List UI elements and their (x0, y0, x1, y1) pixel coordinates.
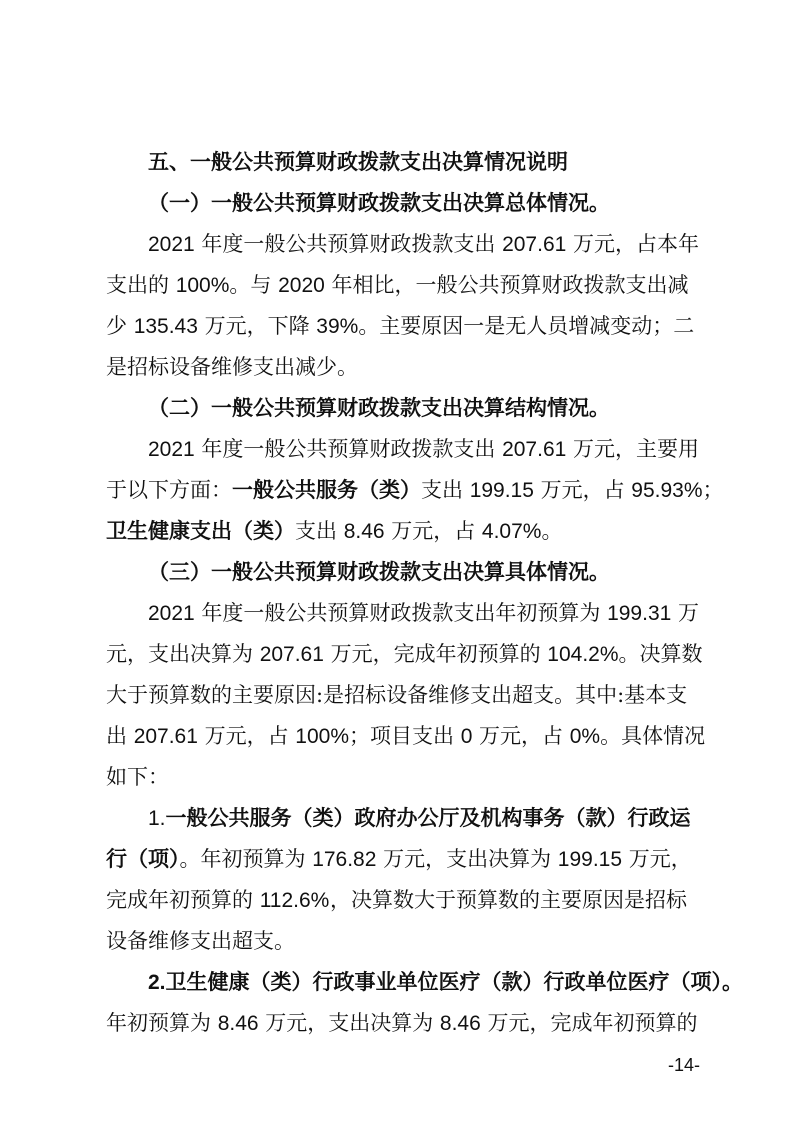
text-run (106, 1005, 481, 1042)
text-run: 万元，完成年初预算的 (323, 642, 548, 666)
text-run: 年初预算为 (106, 1011, 218, 1035)
percent-value: 0% (569, 725, 601, 748)
paragraph-2-line-1 (0, 431, 793, 468)
text-run: 万元，支出决算为 (376, 847, 558, 871)
paragraph-3-line-5 (0, 759, 793, 795)
paragraph-1-line-3 (0, 308, 793, 345)
amount-value: 207.61 (502, 438, 567, 461)
item-1-heading-end: 行（项） (106, 846, 180, 871)
text-run: 万元，占 (472, 724, 570, 748)
text-run: 万元，完成年初预算的 (480, 1011, 698, 1035)
amount-value: 199.31 (607, 602, 672, 625)
category-label: 卫生健康支出（类） (106, 518, 295, 543)
paragraph-1-line-4 (0, 349, 793, 385)
text-run: 。具体情况 (600, 724, 706, 748)
subsection-1-heading-text: （一）一般公共预算财政拨款支出决算总体情况。 (148, 190, 610, 215)
subsection-1-heading (0, 185, 793, 221)
text-run: 年度一般公共预算财政拨款支出 (194, 232, 503, 256)
text-run: 万元，占 (197, 724, 296, 748)
text-run: 年度一般公共预算财政拨款支出年初预算为 (194, 601, 608, 625)
text-run: 万元，占 (533, 478, 632, 502)
subsection-2-heading (0, 390, 793, 426)
text-run (106, 267, 325, 304)
text-run: 支出 (421, 478, 470, 502)
section-title (0, 144, 793, 180)
amount-value: 176.82 (312, 848, 377, 871)
amount-value: 207.61 (133, 725, 198, 748)
amount-value: 199.15 (469, 479, 534, 502)
text-run (106, 882, 329, 919)
item-number: 2. (148, 971, 166, 994)
item-2-line-2 (0, 1005, 793, 1042)
paragraph-3-line-2 (0, 636, 793, 673)
text-run: 万 (671, 601, 699, 625)
text-run: 万元， (622, 847, 692, 871)
year-value: 2020 (278, 274, 325, 297)
paragraph-1-line-2 (0, 267, 793, 304)
item-1-heading: 一般公共服务（类）政府办公厅及机构事务（款）行政运 (165, 805, 691, 830)
text-run: ； (702, 478, 724, 502)
text-run (106, 308, 358, 345)
item-1-line-4 (0, 923, 793, 959)
text-run: 元，支出决算为 (106, 642, 260, 666)
paragraph-1-line-1 (0, 226, 793, 263)
subsection-2-heading-text: （二）一般公共预算财政拨款支出决算结构情况。 (148, 395, 610, 420)
text-run (106, 841, 622, 878)
text-run: 大于预算数的主要原因:是招标设备维修支出超支。其中:基本支 (106, 683, 688, 707)
text-run: 。决算数 (618, 642, 703, 666)
page-number: -14- (667, 1055, 700, 1075)
text-run: 于以下方面： (106, 478, 232, 502)
text-run: 设备维修支出超支。 (106, 929, 295, 953)
percent-value: 100% (295, 725, 349, 748)
amount-value: 8.46 (439, 1012, 481, 1035)
amount-value: 0 (460, 725, 473, 748)
category-label: 一般公共服务（类） (232, 477, 421, 502)
item-2-line-1 (0, 964, 793, 1001)
text-run: 万元，下降 (197, 314, 317, 338)
text-run: 出 (106, 724, 134, 748)
text-run: 完成年初预算的 (106, 888, 260, 912)
text-run: 。主要原因一是无人员增减变动；二 (358, 314, 695, 338)
paragraph-2-line-3 (0, 513, 793, 550)
item-1-line-1 (0, 800, 793, 837)
subsection-3-heading (0, 554, 793, 590)
text-run (148, 964, 166, 1001)
amount-value: 199.15 (557, 848, 623, 871)
percent-value: 104.2% (547, 643, 619, 666)
percent-value: 95.93% (631, 479, 703, 502)
year-value: 2021 (148, 602, 195, 625)
text-run: 年度一般公共预算财政拨款支出 (194, 437, 503, 461)
paragraph-3-line-1 (0, 595, 793, 632)
text-run: 。年初预算为 (179, 847, 313, 871)
text-run: 。 (541, 519, 563, 543)
text-run (148, 431, 566, 468)
text-run: ；项目支出 (349, 724, 461, 748)
item-1-line-2 (0, 841, 793, 878)
text-run (148, 595, 671, 632)
text-run: 如下： (106, 765, 169, 789)
text-run: 万元，支出决算为 (258, 1011, 440, 1035)
text-run: 万元，主要用 (566, 437, 699, 461)
text-run: 万元，占 (384, 519, 482, 543)
paragraph-2-line-2 (0, 472, 793, 509)
text-run: 。与 (229, 273, 279, 297)
subsection-3-heading-text: （三）一般公共预算财政拨款支出决算具体情况。 (148, 559, 610, 584)
text-run: 是招标设备维修支出减少。 (106, 355, 358, 379)
text-run (148, 226, 566, 263)
year-value: 2021 (148, 438, 195, 461)
item-2-heading: 卫生健康（类）行政事业单位医疗（款）行政单位医疗（项）。 (165, 969, 744, 994)
paragraph-3-line-4 (0, 718, 793, 755)
section-title-text: 五、一般公共预算财政拨款支出决算情况说明 (148, 149, 568, 174)
percent-value: 112.6% (259, 889, 330, 912)
percent-value: 39% (316, 315, 359, 338)
percent-value: 100% (175, 274, 230, 297)
text-run (106, 718, 600, 755)
text-run: 少 (106, 314, 134, 338)
text-run: 支出 (295, 519, 344, 543)
text-run: 万元，占本年 (566, 232, 699, 256)
text-run: 年相比，一般公共预算财政拨款支出减 (324, 273, 689, 297)
amount-value: 135.43 (133, 315, 198, 338)
amount-value: 8.46 (217, 1012, 259, 1035)
amount-value: 207.61 (259, 643, 324, 666)
item-1-line-3 (0, 882, 793, 919)
amount-value: 207.61 (502, 233, 567, 256)
text-run: ，决算数大于预算数的主要原因是招标 (330, 888, 687, 912)
amount-value: 8.46 (343, 520, 385, 543)
text-run (106, 636, 619, 673)
percent-value: 4.07% (481, 520, 542, 543)
text-run (148, 800, 166, 837)
text-run: 支出的 (106, 273, 176, 297)
paragraph-3-line-3 (0, 677, 793, 713)
item-number: 1. (148, 807, 166, 830)
year-value: 2021 (148, 233, 195, 256)
